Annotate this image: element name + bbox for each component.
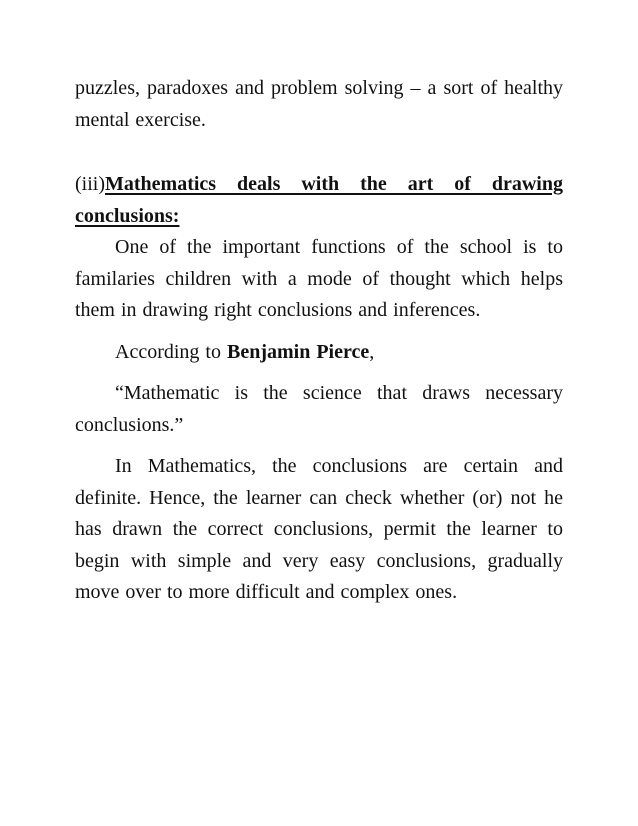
section-heading-text: Mathematics deals with the art of drawing conclusions: [75, 173, 563, 227]
section-heading [75, 169, 563, 232]
according-prefix: According to [115, 340, 227, 363]
according-suffix: , [369, 340, 375, 363]
section-number: (iii) [75, 173, 105, 195]
quote-paragraph: “Mathematic is the science that draws necessary conclusions.” [75, 382, 563, 436]
paragraph-conclusions: In Mathematics, the conclusions are certain and definite. Hence, the learner can check whether (or) not he has drawn the correct conclusions, permit the learner to begin with simple and very easy conclusions, gradually move over to more difficult and complex ones. [75, 455, 563, 603]
intro-paragraph: puzzles, paradoxes and problem solving – a sort of healthy mental exercise. [75, 77, 563, 131]
paragraph-according-to [75, 337, 563, 369]
document-page [75, 73, 563, 609]
author-name: Benjamin Pierce [226, 340, 370, 363]
paragraph-school-functions: One of the important functions of the school is to familaries children with a mode of thought which helps them in drawing right conclusions and inferences. [75, 236, 563, 321]
